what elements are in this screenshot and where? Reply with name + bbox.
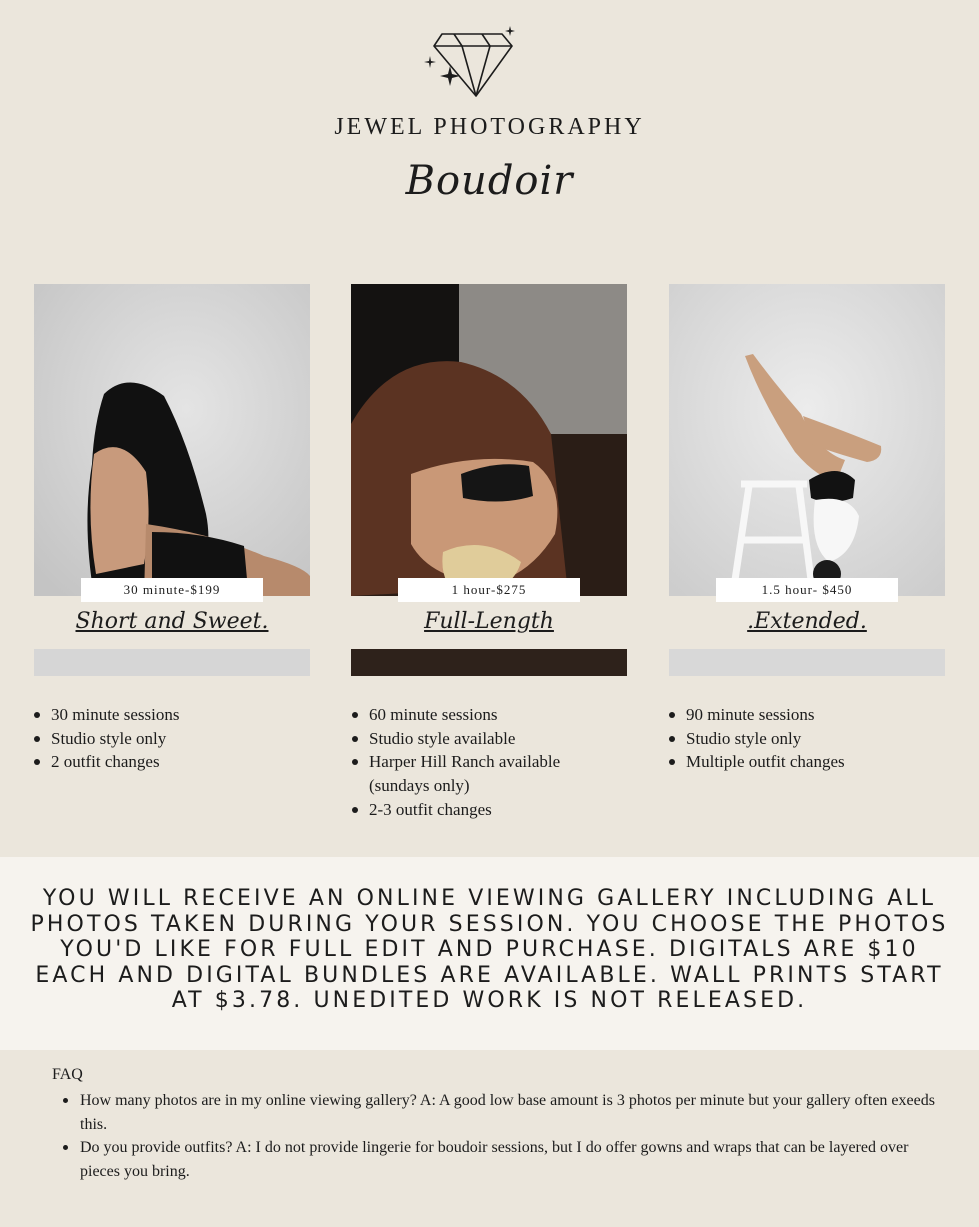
list-item: Harper Hill Ranch available (sundays only) bbox=[352, 750, 602, 797]
package-card-full bbox=[351, 284, 627, 676]
faq-item: Do you provide outfits? A: I do not provide lingerie for boudoir sessions, but I do offer gowns and wraps that can be layered over pieces you bring. bbox=[63, 1136, 943, 1183]
brand-name: JEWEL PHOTOGRAPHY bbox=[334, 114, 645, 140]
list-item: Studio style available bbox=[352, 727, 602, 751]
faq-list bbox=[63, 1089, 943, 1183]
gallery-info-text: YOU WILL RECEIVE AN ONLINE VIEWING GALLERY INCLUDING ALL PHOTOS TAKEN DURING YOUR SESSION. YOU CHOOSE THE PHOTOS YOU'D LIKE FOR FULL EDIT AND PURCHASE. DIGITALS ARE $10 EACH AND DIGITAL BUNDLES ARE AVAILABLE. WALL PRINTS START AT $3.78. UNEDITED WORK IS NOT RELEASED. bbox=[30, 886, 949, 1013]
package-features-full bbox=[352, 703, 602, 822]
package-features-short bbox=[34, 703, 310, 774]
diamond-logo-icon bbox=[420, 22, 520, 100]
package-name: Short and Sweet. bbox=[75, 609, 269, 634]
faq-item: How many photos are in my online viewing gallery? A: A good low base amount is 3 photos per minute but your gallery often exeeds this. bbox=[63, 1089, 943, 1136]
package-price: 1.5 hour- $450 bbox=[716, 578, 898, 602]
list-item: Studio style only bbox=[669, 727, 945, 751]
package-price: 30 minute-$199 bbox=[81, 578, 263, 602]
package-name: .Extended. bbox=[747, 609, 867, 634]
list-item: 60 minute sessions bbox=[352, 703, 602, 727]
package-card-extended bbox=[669, 284, 945, 676]
package-photo-leather-couch bbox=[351, 284, 627, 596]
faq-title: FAQ bbox=[52, 1066, 83, 1083]
list-item: 2-3 outfit changes bbox=[352, 798, 602, 822]
package-card-short bbox=[34, 284, 310, 676]
package-photo-headstand-stool bbox=[669, 284, 945, 596]
package-photo-studio-seated bbox=[34, 284, 310, 596]
list-item: Studio style only bbox=[34, 727, 310, 751]
list-item: Multiple outfit changes bbox=[669, 750, 945, 774]
package-name: Full-Length bbox=[424, 609, 554, 634]
list-item: 90 minute sessions bbox=[669, 703, 945, 727]
list-item: 2 outfit changes bbox=[34, 750, 310, 774]
page-subtitle: Boudoir bbox=[405, 158, 574, 204]
package-features-extended bbox=[669, 703, 945, 774]
package-price: 1 hour-$275 bbox=[398, 578, 580, 602]
list-item: 30 minute sessions bbox=[34, 703, 310, 727]
